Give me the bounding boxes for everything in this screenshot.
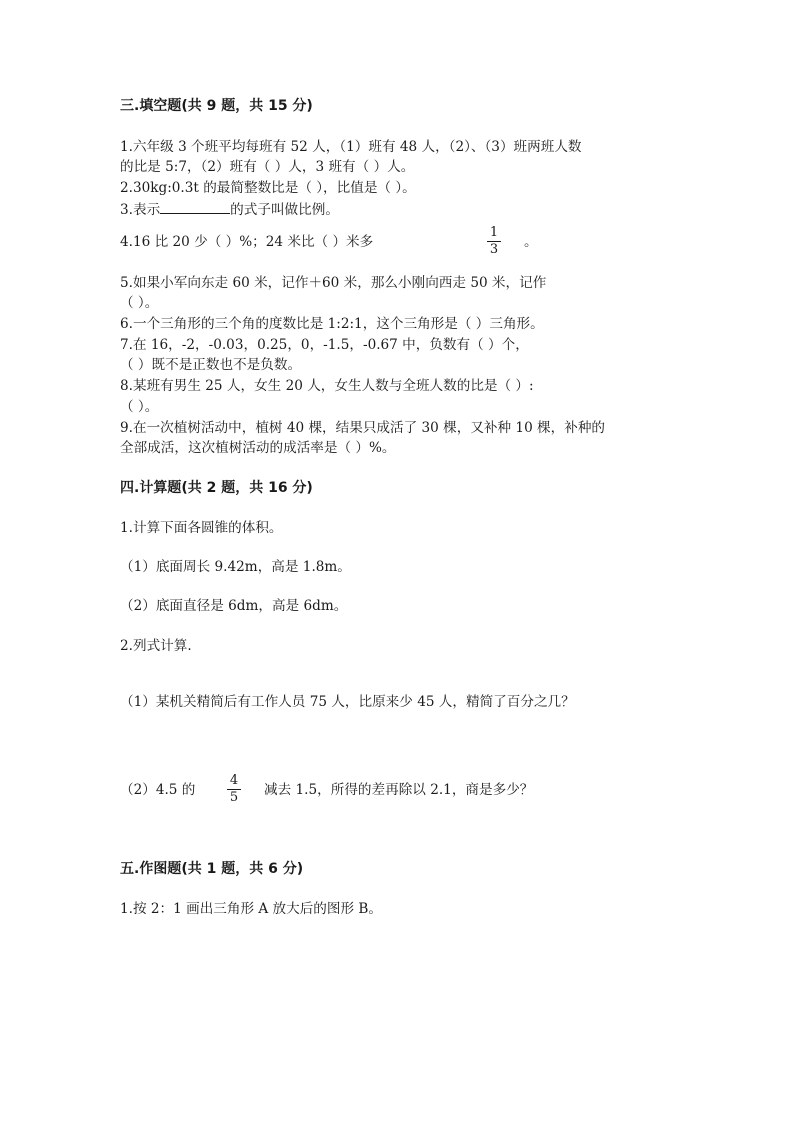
draw-q1: 1.按 2：1 画出三角形 A 放大后的图形 B。: [120, 901, 382, 917]
q4-line: [120, 232, 373, 252]
q8-line2: （ ）。: [120, 399, 159, 415]
calc-q2b-suffix: 减去 1.5，所得的差再除以 2.1，商是多少？: [264, 782, 534, 798]
q4-text: 4.16 比 20 少（ ）%；24 米比（ ）米多: [120, 234, 374, 250]
fraction-denominator: 5: [229, 790, 239, 805]
fraction-denominator: 3: [489, 242, 499, 257]
q3-prefix: 3.表示: [120, 202, 161, 218]
fraction-numerator: 1: [489, 225, 499, 240]
section-3-heading: 三.填空题(共 9 题，共 15 分): [120, 98, 313, 114]
q3-suffix: 的式子叫做比例。: [230, 202, 339, 218]
q6-line: 6.一个三角形的三个角的度数比是 1:2:1，这个三角形是（ ）三角形。: [120, 316, 544, 332]
section-4-heading: 四.计算题(共 2 题，共 16 分): [120, 480, 313, 496]
q4-end: 。: [524, 234, 538, 250]
q7-line1: 7.在 16，-2，-0.03，0.25，0，-1.5，-0.67 中，负数有（ ）个，: [120, 337, 529, 353]
calc-q1: 1.计算下面各圆锥的体积。: [120, 520, 283, 536]
q5-line1: 5.如果小军向东走 60 米，记作＋60 米，那么小刚向西走 50 米，记作: [120, 275, 547, 291]
q8-line1: 8.某班有男生 25 人，女生 20 人，女生人数与全班人数的比是（ ）:: [120, 378, 534, 394]
q3-line: [120, 199, 339, 220]
q3-blank: [160, 199, 230, 214]
calc-q2b-prefix: （2）4.5 的: [120, 782, 196, 798]
section-5-heading: 五.作图题(共 1 题，共 6 分): [120, 861, 304, 877]
q4-fraction: [487, 226, 501, 257]
calc-q1a: （1）底面周长 9.42m，高是 1.8m。: [120, 559, 351, 575]
calc-q1b: （2）底面直径是 6dm，高是 6dm。: [120, 598, 348, 614]
q5-line2: （ ）。: [120, 295, 159, 311]
q1-line2: 的比是 5:7，（2）班有（ ）人，3 班有（ ）人。: [120, 159, 415, 175]
q9-line1: 9.在一次植树活动中，植树 40 棵，结果只成活了 30 棵，又补种 10 棵，补种的: [120, 420, 606, 436]
q2-line: 2.30kg:0.3t 的最简整数比是（ ），比值是（ ）。: [120, 180, 416, 196]
q7-line2: （ ）既不是正数也不是负数。: [120, 357, 302, 373]
q1-line1: 1.六年级 3 个班平均每班有 52 人，（1）班有 48 人，（2）、（3）班两班人数: [120, 139, 582, 155]
fraction-numerator: 4: [229, 773, 239, 788]
calc-q2b-fraction: [227, 774, 241, 805]
calc-q2: 2.列式计算.: [120, 638, 192, 654]
calc-q2a: （1）某机关精简后有工作人员 75 人，比原来少 45 人，精简了百分之几？: [120, 694, 575, 710]
q9-line2: 全部成活，这次植树活动的成活率是（ ）%。: [120, 440, 396, 456]
